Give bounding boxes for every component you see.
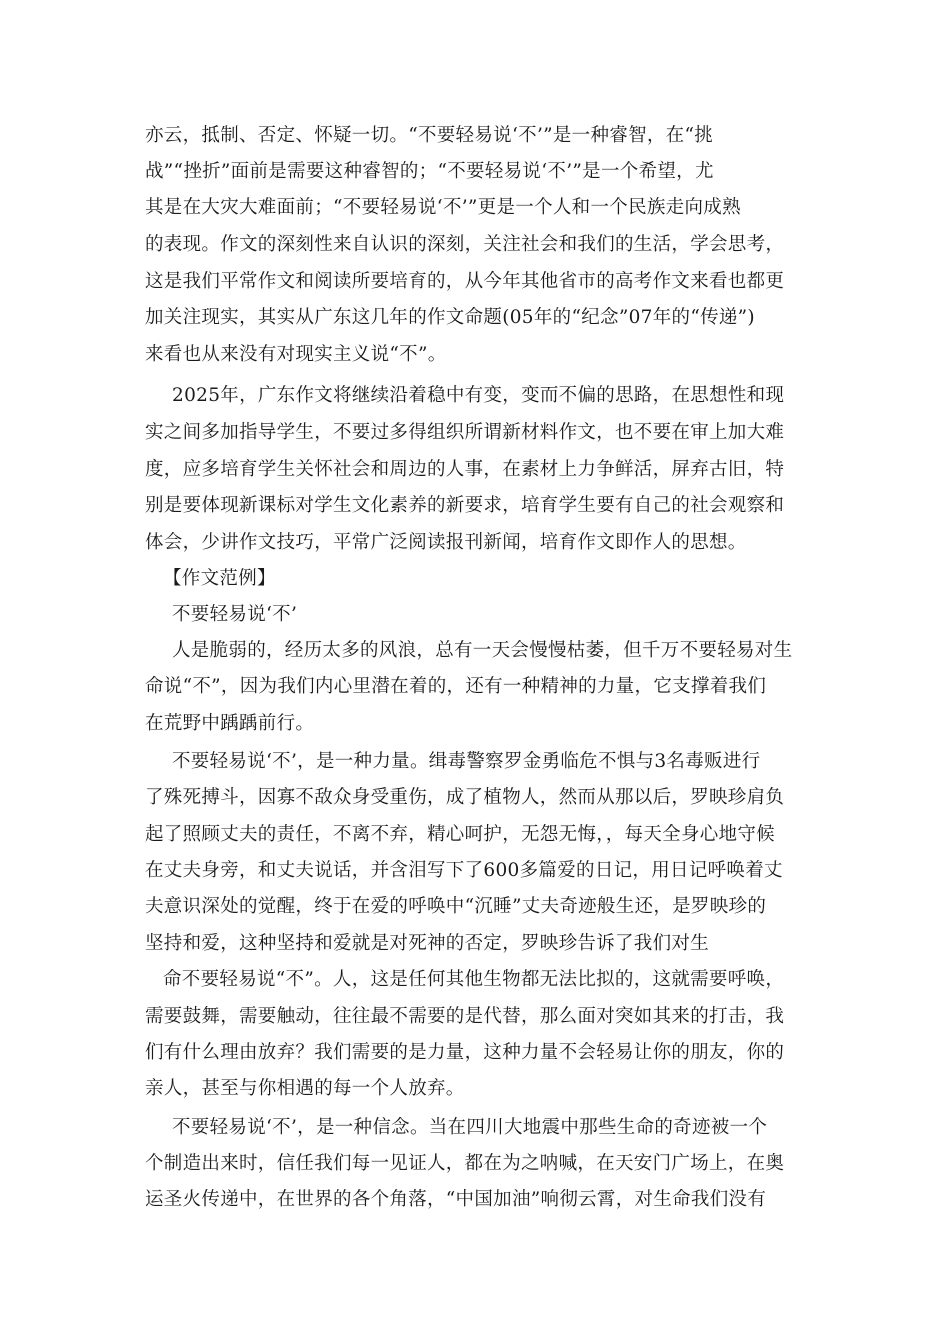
text-line: 加关注现实，其实从广东这几年的作文命题(05年的“纪念”07年的“传递”) xyxy=(145,307,755,328)
text-line: 亦云，抵制、否定、怀疑一切。“不要轻易说‘不’”是一种睿智，在“挑 xyxy=(145,125,714,146)
text-line: 了殊死搏斗，因寡不敌众身受重伤，成了植物人，然而从那以后，罗映珍肩负 xyxy=(145,787,785,808)
text-line: 需要鼓舞，需要触动，往往最不需要的是代替，那么面对突如其来的打击，我 xyxy=(145,1006,785,1027)
text-line: 战”“挫折”面前是需要这种睿智的；“不要轻易说‘不’”是一个希望，尤 xyxy=(145,161,714,182)
text-line: 这是我们平常作文和阅读所要培育的，从今年其他省市的高考作文来看也都更 xyxy=(145,271,785,292)
text-line: 实之间多加指导学生，不要过多得组织所谓新材料作文，也不要在审上加大难 xyxy=(145,422,785,443)
essay-title: 不要轻易说‘不’ xyxy=(172,604,298,625)
text-line: 在荒野中踽踽前行。 xyxy=(145,713,315,734)
section-heading: 【作文范例】 xyxy=(163,568,276,589)
text-line: 人是脆弱的，经历太多的风浪，总有一天会慢慢枯萎，但千万不要轻易对生 xyxy=(172,640,793,661)
text-line: 度，应多培育学生关怀社会和周边的人事，在素材上力争鲜活，屏弃古旧，特 xyxy=(145,459,785,480)
text-line: 体会，少讲作文技巧，平常广泛阅读报刊新闻，培育作文即作人的思想。 xyxy=(145,532,747,553)
text-line: 坚持和爱，这种坚持和爱就是对死神的否定，罗映珍告诉了我们对生 xyxy=(145,933,710,954)
text-line: 的表现。作文的深刻性来自认识的深刻，关注社会和我们的生活，学会思考， xyxy=(145,234,785,255)
text-line: 亲人，甚至与你相遇的每一个人放弃。 xyxy=(145,1078,465,1099)
text-line: 运圣火传递中，在世界的各个角落，“中国加油”响彻云霄，对生命我们没有 xyxy=(145,1189,767,1210)
text-line: 个制造出来时，信任我们每一见证人，都在为之呐喊，在天安门广场上，在奥 xyxy=(145,1153,785,1174)
text-line: 在丈夫身旁，和丈夫说话，并含泪写下了600多篇爱的日记，用日记呼唤着丈 xyxy=(145,860,783,881)
text-line: 夫意识深处的觉醒，终于在爱的呼唤中“沉睡”丈夫奇迹般生还，是罗映珍的 xyxy=(145,896,767,917)
text-line: 别是要体现新课标对学生文化素养的新要求，培育学生要有自己的社会观察和 xyxy=(145,495,785,516)
text-line: 来看也从来没有对现实主义说“不”。 xyxy=(145,344,447,365)
text-line: 其是在大灾大难面前；“不要轻易说‘不’”更是一个人和一个民族走向成熟 xyxy=(145,197,741,218)
text-line: 命说“不”，因为我们内心里潜在着的，还有一种精神的力量，它支撑着我们 xyxy=(145,676,767,697)
text-line: 起了照顾丈夫的责任，不离不弃，精心呵护，无怨无悔，，每天全身心地守候 xyxy=(145,824,775,845)
text-line: 们有什么理由放弃？我们需要的是力量，这种力量不会轻易让你的朋友，你的 xyxy=(145,1042,785,1063)
text-line: 命不要轻易说“不”。人，这是任何其他生物都无法比拟的，这就需要呼唤， xyxy=(163,969,785,990)
text-line: 2025年，广东作文将继续沿着稳中有变，变而不偏的思路，在思想性和现 xyxy=(172,385,785,406)
text-line: 不要轻易说‘不’，是一种力量。缉毒警察罗金勇临危不惧与3名毒贩进行 xyxy=(172,751,761,772)
text-line: 不要轻易说‘不’，是一种信念。当在四川大地震中那些生命的奇迹被一个 xyxy=(172,1117,768,1138)
